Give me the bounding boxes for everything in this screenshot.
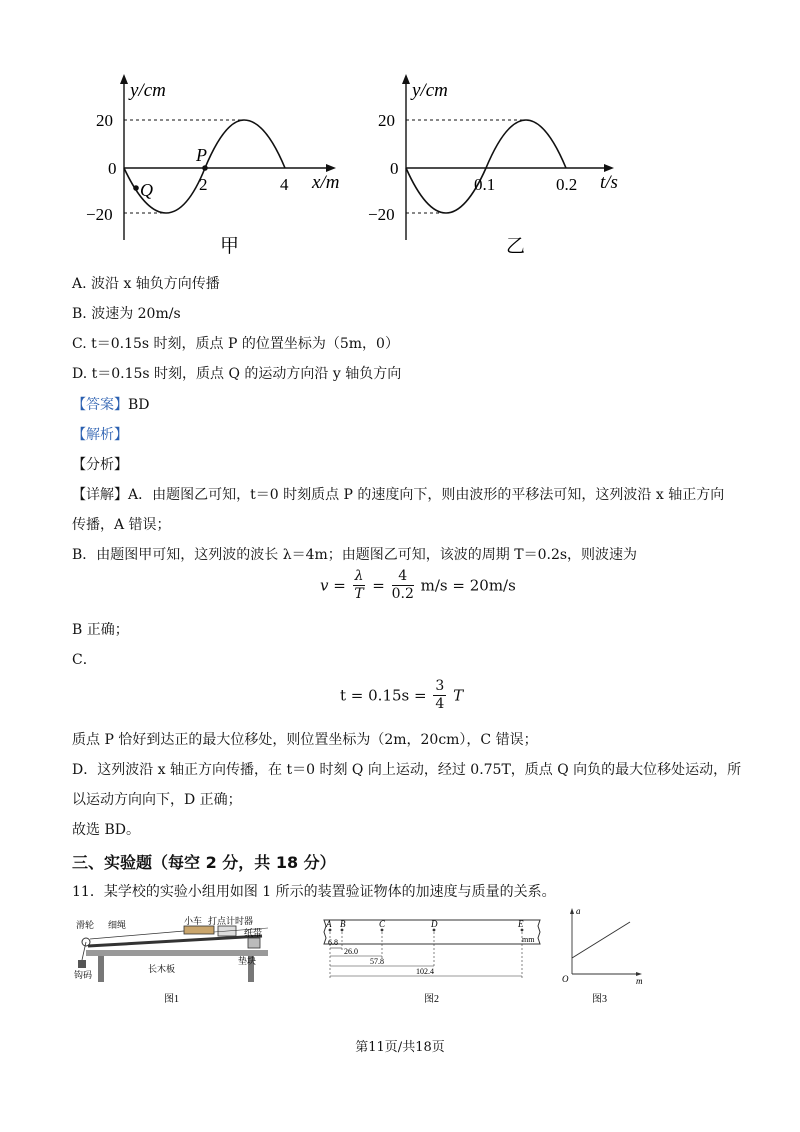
x-axis-label: t/s [600, 172, 618, 193]
eq1-f1-den: T [354, 586, 364, 602]
label-pulley: 滑轮 [76, 920, 95, 930]
dim-ab: 6.8 [328, 938, 338, 947]
point-a: A [326, 919, 332, 929]
point-p-label: P [196, 145, 207, 165]
analysis-tag: 【解析】 [72, 427, 128, 443]
x-tick-0-1: 0.1 [474, 175, 496, 194]
figure-1-apparatus [72, 912, 282, 1012]
point-c: C [379, 919, 386, 929]
y-axis-label: y/cm [130, 80, 166, 101]
fenxi-tag: 【分析】 [72, 457, 128, 473]
conclusion: 故选 BD。 [72, 822, 140, 838]
y-tick-0: 0 [108, 159, 117, 178]
point-q-label: Q [140, 180, 153, 200]
graph-caption: 乙 [506, 236, 526, 257]
eq2-lhs: t = 0.15s = [340, 686, 427, 705]
velocity-equation [320, 568, 516, 603]
eq1-fraction-4-0-2 [392, 568, 414, 603]
unit-mm: mm [522, 935, 535, 944]
dim-ac: 26.0 [344, 947, 358, 956]
figure-3-caption: 图3 [592, 994, 607, 1005]
detail-a-line2: 传播，A 错误； [72, 517, 171, 533]
y-tick-neg20: −20 [86, 205, 113, 224]
dim-ae: 102.4 [416, 967, 434, 976]
x-axis-label: x/m [312, 172, 340, 193]
label-timer: 打点计时器 [208, 916, 254, 926]
label-block: 垫块 [238, 956, 257, 966]
c-label: C． [72, 652, 97, 668]
eq1-f2-den: 0.2 [391, 586, 414, 602]
eq2-fraction-3-4 [433, 678, 446, 713]
label-board: 长木板 [148, 964, 176, 974]
time-equation [340, 678, 463, 713]
section-title: 三、实验题（每空 2 分，共 18 分） [72, 853, 336, 872]
x-tick-0-2: 0.2 [556, 175, 578, 194]
point-e: E [518, 919, 524, 929]
question-11: 11．某学校的实验小组用如图 1 所示的装置验证物体的加速度与质量的关系。 [72, 884, 556, 900]
y-tick-neg20: −20 [368, 205, 395, 224]
figure-1-caption: 图1 [164, 994, 179, 1005]
detail-a-line1 [72, 485, 724, 505]
eq1-fraction-lambda-t [353, 568, 366, 603]
eq1-lhs: v = [320, 576, 346, 595]
eq1-equals: = [372, 576, 385, 595]
y-tick-0: 0 [390, 159, 399, 178]
d-text-line2: 以运动方向向下，D 正确； [72, 792, 242, 808]
fig3-x-label: m [636, 976, 643, 986]
eq1-f1-num: λ [354, 568, 364, 584]
eq2-f-den: 4 [435, 696, 445, 712]
y-tick-20: 20 [96, 111, 113, 130]
point-d: D [431, 919, 438, 929]
figure-2-tape [316, 912, 552, 1012]
detail-tag: 【详解】 [72, 487, 128, 503]
c-text: 质点 P 恰好到达正的最大位移处，则位置坐标为（2m，20cm），C 错误； [72, 732, 538, 748]
y-axis-label: y/cm [412, 80, 448, 101]
option-c: C. t＝0.15s 时刻，质点 P 的位置坐标为（5m，0） [72, 336, 399, 352]
label-tape: 纸带 [244, 928, 263, 938]
answer-line [72, 395, 150, 415]
point-b: B [340, 919, 346, 929]
page-footer: 第11页/共18页 [355, 1040, 445, 1055]
b-correct: B 正确； [72, 622, 129, 638]
label-weight: 钩码 [74, 970, 93, 980]
y-tick-20: 20 [378, 111, 395, 130]
option-d: D. t＝0.15s 时刻，质点 Q 的运动方向沿 y 轴负方向 [72, 366, 402, 382]
eq1-f2-num: 4 [392, 568, 414, 586]
fig3-y-label: a [576, 906, 581, 916]
vibration-graph-yi [360, 70, 640, 260]
option-a: A. 波沿 x 轴负方向传播 [72, 276, 220, 292]
eq2-f-num: 3 [435, 678, 445, 694]
figure-3-graph [560, 904, 650, 1012]
dim-ad: 57.8 [370, 957, 384, 966]
x-tick-4: 4 [280, 175, 289, 194]
eq2-rhs: T [453, 686, 464, 705]
option-b: B. 波速为 20m/s [72, 306, 181, 322]
label-cart: 小车 [184, 916, 203, 926]
x-tick-2: 2 [199, 175, 208, 194]
detail-b-line1: B．由题图甲可知，这列波的波长 λ＝4m；由题图乙可知，该波的周期 T＝0.2s，则波速为 [72, 547, 638, 563]
detail-a-text1: A．由题图乙可知，t＝0 时刻质点 P 的速度向下，则由波形的平移法可知，这列波沿 x 轴正方向 [128, 487, 725, 503]
graph-caption: 甲 [220, 236, 240, 257]
fig3-origin: O [562, 974, 569, 984]
eq1-rhs: m/s = 20m/s [420, 576, 516, 595]
d-text-line1: D．这列波沿 x 轴正方向传播，在 t＝0 时刻 Q 向上运动，经过 0.75T，质点 Q 向负的最大位移处运动，所 [72, 762, 742, 778]
wave-graph-jia [80, 70, 360, 260]
label-string: 细绳 [108, 920, 127, 930]
answer-tag: 【答案】 [72, 397, 128, 413]
figure-2-caption: 图2 [424, 994, 439, 1005]
answer-value: BD [128, 397, 150, 413]
